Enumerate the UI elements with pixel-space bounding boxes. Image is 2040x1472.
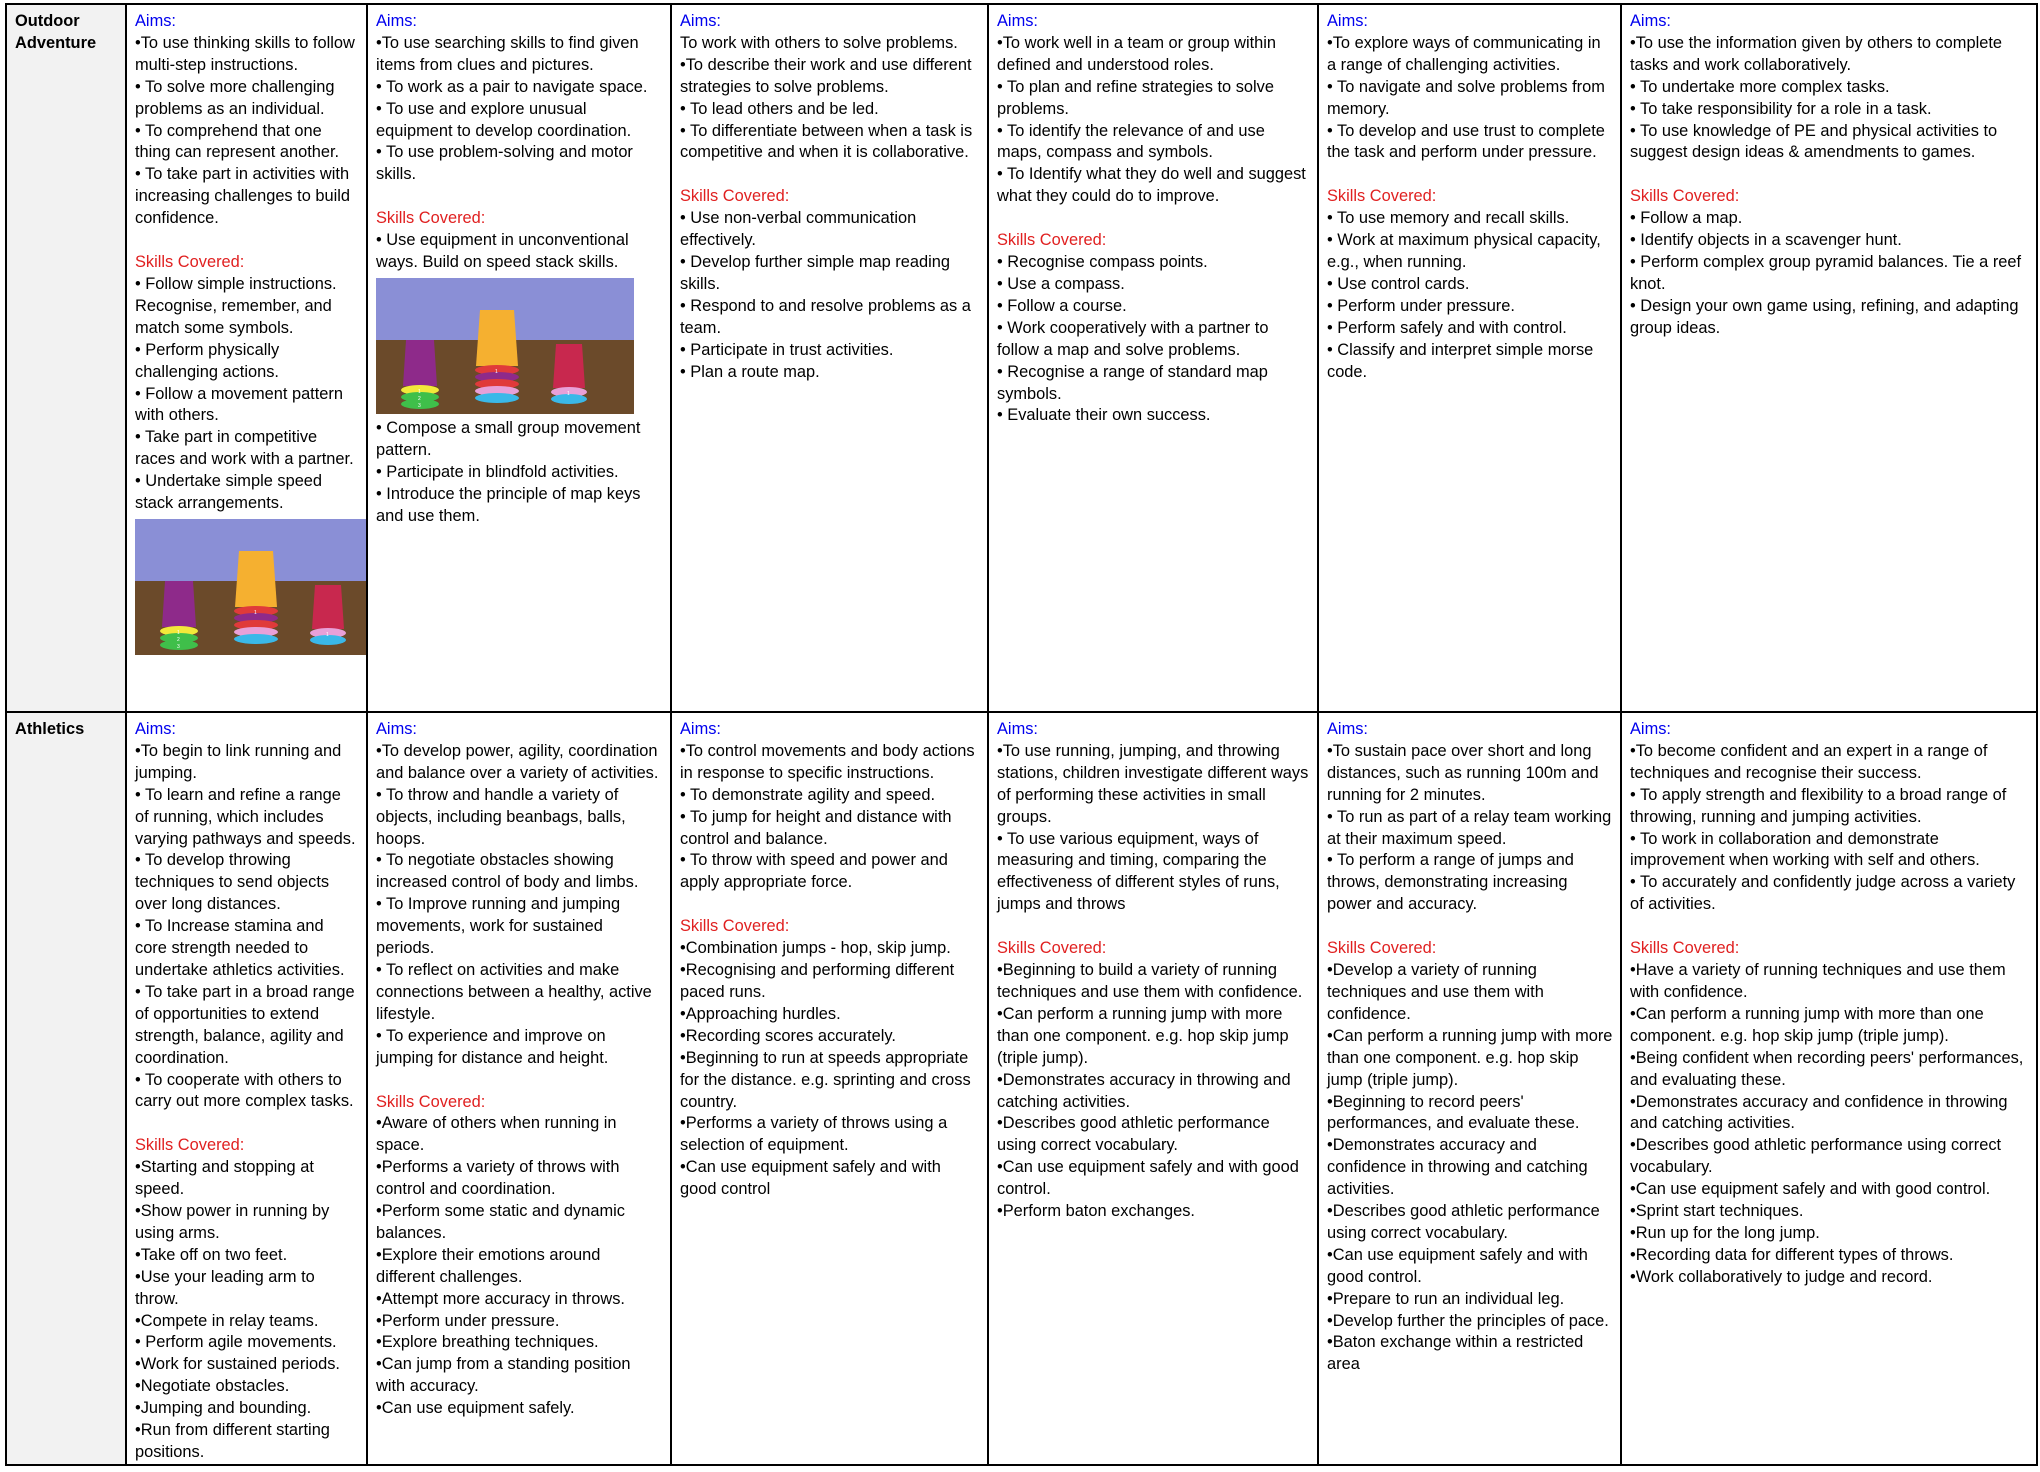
aim-item: • To accurately and confidently judge across a variety of activities. (1630, 873, 2016, 914)
skill-item: • Undertake simple speed stack arrangements. (135, 472, 323, 513)
aims-heading: Aims: (1630, 720, 1671, 738)
skill-item: • Perform complex group pyramid balances. Tie a reef knot. (1630, 253, 2022, 293)
aims-heading: Aims: (997, 720, 1038, 738)
skill-item: • Follow simple instructions. Recognise, remember, and match some symbols. (135, 274, 337, 337)
skill-item: •Can jump from a standing position with accuracy. (376, 1355, 631, 1396)
aim-item: • To differentiate between when a task is competitive and when it is collaborative. (680, 121, 973, 162)
skill-item: • Work at maximum physical capacity, e.g., when running. (1327, 231, 1601, 272)
skill-item: •Recording data for different types of throws. (1630, 1245, 1954, 1264)
aims-heading: Aims: (997, 12, 1038, 30)
speed-stack-cups-image (376, 278, 634, 414)
skill-item: •Recording scores accurately. (680, 1026, 896, 1045)
skill-item: •Run from different starting positions. (135, 1421, 330, 1461)
skill-item: •Use your leading arm to throw. (135, 1267, 315, 1308)
aim-item: To work with others to solve problems. (680, 33, 958, 52)
year-cell (988, 4, 1318, 712)
aims-heading: Aims: (680, 12, 721, 30)
skill-item: • Use a compass. (997, 274, 1125, 293)
skill-item: •Describes good athletic performance using correct vocabulary. (997, 1114, 1270, 1155)
aims-heading: Aims: (1327, 720, 1368, 738)
aim-item: • To throw and handle a variety of objects, including beanbags, balls, hoops. (376, 785, 626, 848)
aim-item: •To sustain pace over short and long distances, such as running 100m and running for 2 minutes. (1327, 741, 1599, 804)
aims-heading: Aims: (135, 12, 176, 30)
skill-item: •Can use equipment safely. (376, 1399, 575, 1418)
curriculum-table (5, 3, 2038, 1466)
skill-item: •Performs a variety of throws using a selection of equipment. (680, 1114, 948, 1155)
skill-item: •Can perform a running jump with more than one component. e.g. hop skip jump (triple jump). (997, 1004, 1289, 1067)
skill-item: • Identify objects in a scavenger hunt. (1630, 231, 1902, 250)
skill-item: •Beginning to build a variety of running techniques and use them with confidence. (997, 961, 1303, 1001)
aim-item: • To plan and refine strategies to solve problems. (997, 77, 1274, 118)
skills-heading: Skills Covered: (376, 1092, 486, 1111)
svg-text:1: 1 (326, 631, 329, 638)
skill-item: •Demonstrates accuracy and confidence in throwing and catching activities. (1630, 1092, 2008, 1133)
skill-item: •Compete in relay teams. (135, 1311, 319, 1330)
skill-item: • Perform under pressure. (1327, 296, 1515, 315)
skill-item: • Use equipment in unconventional ways. Build on speed stack skills. (376, 231, 629, 272)
skill-item: • Plan a route map. (680, 362, 820, 381)
skills-heading: Skills Covered: (376, 209, 486, 228)
subject-cell: Athletics (6, 712, 126, 1465)
year-cell (988, 712, 1318, 1465)
aim-item: • To comprehend that one thing can represent another. (135, 121, 340, 162)
table-row (6, 4, 2037, 712)
aim-item: •To develop power, agility, coordination and balance over a variety of activities. (376, 741, 659, 782)
skill-item: •Combination jumps - hop, skip jump. (680, 939, 951, 958)
skill-item: • Take part in competitive races and work with a partner. (135, 428, 354, 469)
year-cell (671, 712, 988, 1465)
aim-item: • To lead others and be led. (680, 99, 879, 118)
aim-item: • To take responsibility for a role in a task. (1630, 99, 1932, 118)
aim-item: • To take part in activities with increasing challenges to build confidence. (135, 165, 351, 228)
skill-item: •Sprint start techniques. (1630, 1202, 1804, 1221)
skill-item: • Develop further simple map reading skills. (680, 253, 950, 293)
skill-item: • To use memory and recall skills. (1327, 209, 1570, 228)
aims-heading: Aims: (135, 720, 176, 738)
skill-item: • Follow a map. (1630, 209, 1743, 228)
skill-item: •Beginning to run at speeds appropriate for the distance. e.g. sprinting and cross country. (680, 1048, 971, 1111)
aim-item: • To learn and refine a range of running, which includes varying pathways and speeds. (135, 785, 356, 848)
aim-item: • To perform a range of jumps and throws, demonstrating increasing power and accuracy. (1327, 851, 1574, 914)
aim-item: •To describe their work and use different strategies to solve problems. (680, 55, 972, 96)
skills-heading: Skills Covered: (680, 187, 790, 206)
skill-item: •Describes good athletic performance using correct vocabulary. (1327, 1202, 1600, 1242)
aim-item: • To develop throwing techniques to send objects over long distances. (135, 851, 330, 914)
aim-item: •To use thinking skills to follow multi-step instructions. (135, 33, 355, 74)
skill-item: •Develop a variety of running techniques and use them with confidence. (1327, 961, 1544, 1023)
speed-stack-cups-image (135, 519, 367, 655)
svg-text:3: 3 (177, 643, 180, 650)
skill-item: • Classify and interpret simple morse code. (1327, 340, 1594, 381)
aim-item: •To control movements and body actions in response to specific instructions. (680, 741, 975, 782)
aim-item: • To Increase stamina and core strength needed to undertake athletics activities. (135, 917, 345, 979)
skills-heading: Skills Covered: (1630, 939, 1740, 958)
skill-item: • Design your own game using, refining, and adapting group ideas. (1630, 296, 2019, 337)
aim-item: •To work well in a team or group within defined and understood roles. (997, 33, 1277, 74)
skill-item: • Follow a movement pattern with others. (135, 384, 343, 425)
aim-item: • To throw with speed and power and apply appropriate force. (680, 851, 948, 892)
skill-item: •Starting and stopping at speed. (135, 1158, 314, 1199)
skill-item: • Recognise compass points. (997, 253, 1208, 272)
skill-item: •Can use equipment safely and with good control. (1630, 1180, 1991, 1199)
skill-item: •Develop further the principles of pace. (1327, 1311, 1609, 1330)
skill-item: • Respond to and resolve problems as a team. (680, 296, 971, 337)
year-cell (1318, 712, 1621, 1465)
skill-item: • Perform safely and with control. (1327, 318, 1567, 337)
skill-item: • Participate in trust activities. (680, 340, 894, 359)
svg-text:1: 1 (418, 388, 421, 395)
skill-item: •Work collaboratively to judge and record. (1630, 1267, 1933, 1286)
skill-item: •Run up for the long jump. (1630, 1223, 1820, 1242)
aim-item: • To work in collaboration and demonstrate improvement when working with self and others. (1630, 829, 1980, 870)
aim-item: • To negotiate obstacles showing increased control of body and limbs. (376, 851, 639, 892)
skills-heading: Skills Covered: (1327, 939, 1437, 958)
skill-item: •Can perform a running jump with more than one component. e.g. hop skip jump (triple jump). (1630, 1004, 1984, 1045)
svg-text:1: 1 (567, 390, 570, 397)
skill-item: •Can use equipment safely and with good control. (997, 1158, 1299, 1199)
year-cell (126, 4, 367, 712)
aims-heading: Aims: (1327, 12, 1368, 30)
skill-item: •Explore breathing techniques. (376, 1333, 599, 1352)
aim-item: • To develop and use trust to complete the task and perform under pressure. (1327, 121, 1605, 162)
year-cell (367, 4, 671, 712)
skill-item: •Negotiate obstacles. (135, 1377, 290, 1396)
subject-cell: Outdoor Adventure (6, 4, 126, 712)
skill-item: •Perform baton exchanges. (997, 1202, 1195, 1221)
skills-heading: Skills Covered: (1327, 187, 1437, 206)
cups-image-wrapper (135, 519, 359, 655)
skill-item: •Baton exchange within a restricted area (1327, 1333, 1584, 1374)
svg-text:3: 3 (418, 402, 421, 409)
skill-item: • Compose a small group movement pattern. (376, 418, 641, 459)
aim-item: • To experience and improve on jumping for distance and height. (376, 1026, 609, 1067)
skill-item: • Introduce the principle of map keys and use them. (376, 484, 641, 525)
year-cell (126, 712, 367, 1465)
year-cell (1621, 712, 2037, 1465)
aim-item: • To take part in a broad range of opportunities to extend strength, balance, agility and coordination. (135, 982, 355, 1067)
skill-item: •Describes good athletic performance using correct vocabulary. (1630, 1136, 2002, 1177)
skill-item: •Take off on two feet. (135, 1245, 288, 1264)
aim-item: • To cooperate with others to carry out more complex tasks. (135, 1070, 354, 1111)
aim-item: • To navigate and solve problems from memory. (1327, 77, 1605, 118)
skill-item: •Jumping and bounding. (135, 1399, 312, 1418)
skill-item: • Perform physically challenging actions. (135, 340, 280, 381)
skills-heading: Skills Covered: (135, 253, 245, 272)
aim-item: •To use running, jumping, and throwing stations, children investigate different ways of performing these activities in small groups. (997, 741, 1309, 826)
aim-item: • To run as part of a relay team working at their maximum speed. (1327, 807, 1612, 848)
aim-item: • To Improve running and jumping movements, work for sustained periods. (376, 895, 621, 958)
svg-text:1: 1 (177, 629, 180, 636)
aim-item: • To jump for height and distance with control and balance. (680, 807, 952, 848)
svg-text:1: 1 (254, 609, 257, 616)
cups-image-wrapper (376, 278, 663, 414)
skill-item: •Can use equipment safely and with good control. (1327, 1245, 1588, 1286)
aims-heading: Aims: (376, 720, 417, 738)
skill-item: •Explore their emotions around different challenges. (376, 1245, 601, 1286)
skill-item: • Perform agile movements. (135, 1333, 337, 1352)
aim-item: • To reflect on activities and make connections between a healthy, active lifestyle. (376, 960, 652, 1023)
skill-item: • Use control cards. (1327, 274, 1470, 293)
skill-item: •Perform some static and dynamic balances. (376, 1202, 625, 1242)
aim-item: • To solve more challenging problems as an individual. (135, 77, 335, 118)
skill-item: •Aware of others when running in space. (376, 1114, 617, 1155)
aim-item: • To demonstrate agility and speed. (680, 785, 936, 804)
aim-item: • To use problem-solving and motor skills. (376, 143, 633, 184)
skills-heading: Skills Covered: (997, 939, 1107, 958)
skill-item: •Work for sustained periods. (135, 1355, 340, 1374)
skill-item: •Prepare to run an individual leg. (1327, 1289, 1565, 1308)
svg-text:2: 2 (177, 636, 180, 643)
aims-heading: Aims: (680, 720, 721, 738)
skill-item: •Attempt more accuracy in throws. (376, 1289, 625, 1308)
aim-item: • To identify the relevance of and use maps, compass and symbols. (997, 121, 1265, 162)
skill-item: •Demonstrates accuracy and confidence in throwing and catching activities. (1327, 1136, 1588, 1199)
aim-item: •To explore ways of communicating in a range of challenging activities. (1327, 33, 1601, 74)
skill-item: • Follow a course. (997, 296, 1127, 315)
skill-item: •Perform under pressure. (376, 1311, 560, 1330)
aims-heading: Aims: (1630, 12, 1671, 30)
skill-item: •Being confident when recording peers' performances, and evaluating these. (1630, 1048, 2024, 1089)
svg-text:2: 2 (418, 395, 421, 402)
skills-heading: Skills Covered: (997, 231, 1107, 250)
aim-item: • To use various equipment, ways of measuring and timing, comparing the effectiveness of different styles of runs, jumps and throws (997, 829, 1280, 914)
year-cell (367, 712, 671, 1465)
skills-heading: Skills Covered: (680, 917, 790, 936)
skill-item: •Performs a variety of throws with control and coordination. (376, 1158, 620, 1199)
aims-heading: Aims: (376, 12, 417, 30)
year-cell (671, 4, 988, 712)
skill-item: •Demonstrates accuracy in throwing and catching activities. (997, 1070, 1291, 1111)
skill-item: •Can perform a running jump with more than one component. e.g. hop skip jump (triple jump). (1327, 1026, 1613, 1089)
skill-item: • Participate in blindfold activities. (376, 462, 619, 481)
aim-item: • To Identify what they do well and suggest what they could do to improve. (997, 165, 1306, 206)
aim-item: •To become confident and an expert in a range of techniques and recognise their success. (1630, 741, 1988, 782)
aim-item: • To undertake more complex tasks. (1630, 77, 1890, 96)
aim-item: • To use knowledge of PE and physical activities to suggest design ideas & amendments to games. (1630, 121, 1998, 162)
aim-item: •To use searching skills to find given items from clues and pictures. (376, 33, 639, 74)
skill-item: •Can use equipment safely and with good control (680, 1158, 941, 1199)
year-cell (1621, 4, 2037, 712)
year-cell (1318, 4, 1621, 712)
aim-item: • To work as a pair to navigate space. (376, 77, 648, 96)
skill-item: • Evaluate their own success. (997, 406, 1211, 425)
skill-item: •Show power in running by using arms. (135, 1202, 330, 1242)
table-row (6, 712, 2037, 1465)
aim-item: •To begin to link running and jumping. (135, 741, 342, 782)
skills-heading: Skills Covered: (1630, 187, 1740, 206)
aim-item: • To apply strength and flexibility to a broad range of throwing, running and jumping activities. (1630, 785, 2007, 826)
skill-item: • Recognise a range of standard map symbols. (997, 362, 1268, 403)
skill-item: •Beginning to record peers' performances, and evaluate these. (1327, 1092, 1580, 1133)
skill-item: •Approaching hurdles. (680, 1004, 841, 1023)
skill-item: •Have a variety of running techniques and use them with confidence. (1630, 961, 2006, 1001)
skill-item: • Use non-verbal communication effectively. (680, 209, 917, 250)
skills-heading: Skills Covered: (135, 1136, 245, 1155)
skill-item: •Recognising and performing different paced runs. (680, 961, 955, 1001)
svg-text:1: 1 (495, 368, 498, 375)
aim-item: • To use and explore unusual equipment to develop coordination. (376, 99, 632, 140)
aim-item: •To use the information given by others to complete tasks and work collaboratively. (1630, 33, 2002, 74)
skill-item: • Work cooperatively with a partner to follow a map and solve problems. (997, 318, 1269, 359)
